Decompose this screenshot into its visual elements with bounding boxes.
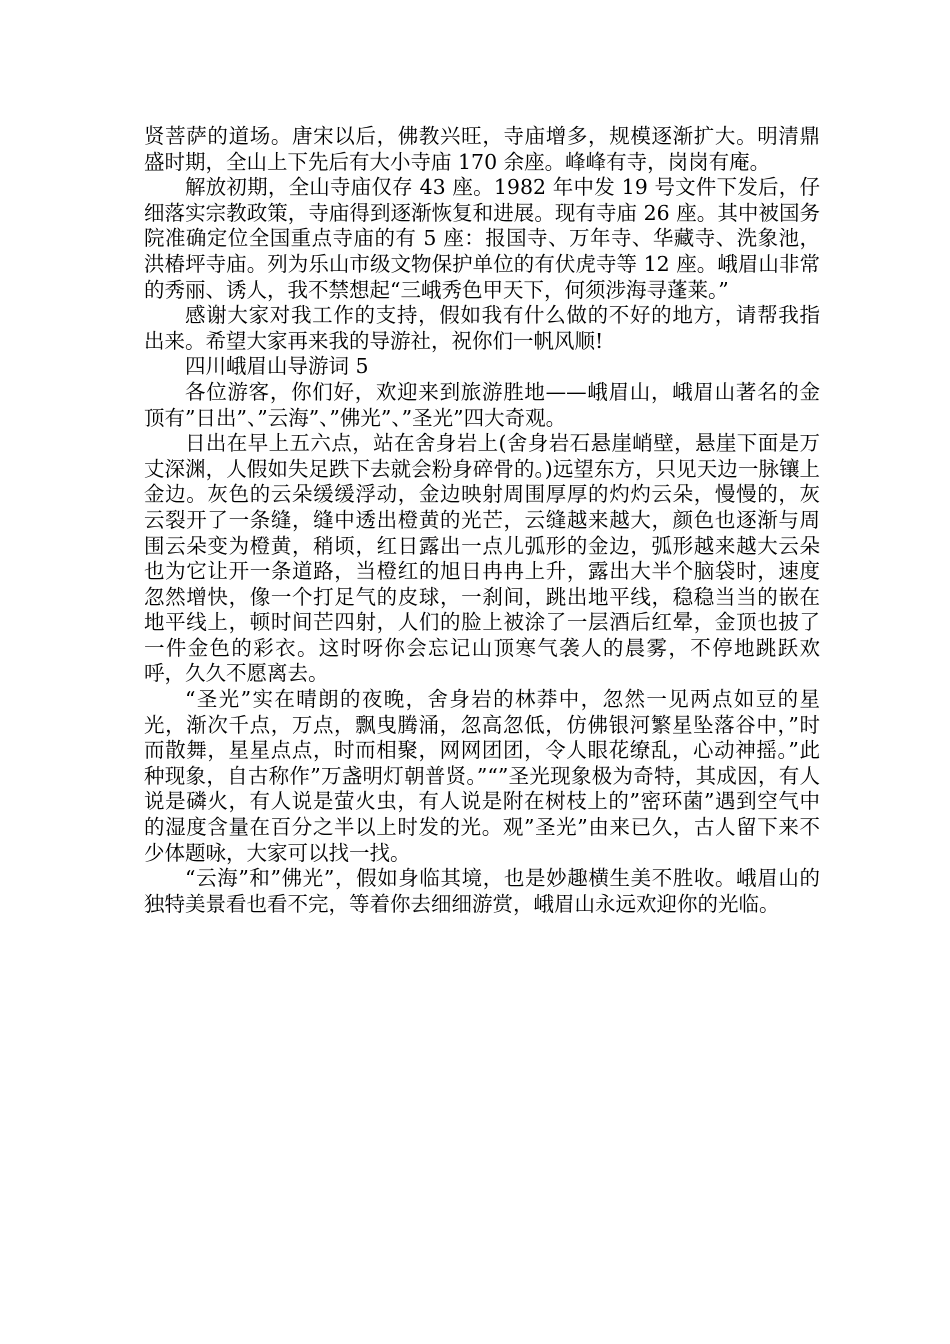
paragraph-sea-of-clouds: “云海”和”佛光”，假如身临其境，也是妙趣横生美不胜收。峨眉山的独特美景看也看不完，等着你去细细游赏，峨眉山永远欢迎你的光临。 — [144, 866, 820, 916]
paragraph-welcome: 各位游客，你们好，欢迎来到旅游胜地——峨眉山，峨眉山著名的金顶有”日出”、”云海”、”佛光”、”圣光”四大奇观。 — [144, 379, 820, 430]
document-body — [144, 124, 820, 917]
paragraph-temple-restoration: 解放初期，全山寺庙仅存 43 座。1982 年中发 19 号文件下发后，仔细落实宗教政策，寺庙得到逐渐恢复和进展。现有寺庙 26 座。其中被国务院准确定位全国重点寺庙的有 5 座：报国寺、万年寺、华藏寺、洗象池，洪椿坪寺庙。列为乐山市级文物保护单位的有伏虎寺等 12 座。峨眉山非常的秀丽、诱人，我不禁想起“三峨秀色甲天下，何须涉海寻蓬莱。” — [144, 175, 820, 302]
section-heading: 四川峨眉山导游词 5 — [185, 354, 369, 379]
paragraph-temple-history: 贤菩萨的道场。唐宋以后，佛教兴旺，寺庙增多，规模逐渐扩大。明清鼎盛时期，全山上下先后有大小寺庙 170 余座。峰峰有寺，岗岗有庵。 — [144, 124, 820, 174]
paragraph-closing-thanks: 感谢大家对我工作的支持，假如我有什么做的不好的地方，请帮我指出来。希望大家再来我的导游社，祝你们一帆风顺! — [144, 303, 820, 353]
paragraph-holy-light: “圣光”实在晴朗的夜晚，舍身岩的林莽中，忽然一见两点如豆的星光，渐次千点，万点，飘曳腾涌，忽高忽低，仿佛银河繁星坠落谷中，”时而散舞，星星点点，时而相聚，网网团团，令人眼花缭乱，心动神摇。”此种现象，自古称作”万盏明灯朝普贤。”“”圣光现象极为奇特，其成因，有人说是磷火，有人说是萤火虫，有人说是附在树枝上的”密环菌”遇到空气中的湿度含量在百分之半以上时发的光。观”圣光”由来已久，古人留下来不少体题咏，大家可以找一找。 — [144, 687, 820, 865]
paragraph-sunrise: 日出在早上五六点，站在舍身岩上(舍身岩石悬崖峭壁，悬崖下面是万丈深渊，人假如失足跌下去就会粉身碎骨的。)远望东方，只见天边一脉镶上金边。灰色的云朵缓缓浮动，金边映射周围厚厚的灼灼云朵，慢慢的，灰云裂开了一条缝，缝中透出橙黄的光芒，云缝越来越大，颜色也逐渐与周围云朵变为橙黄，稍顷，红日露出一点儿弧形的金边，弧形越来越大云朵也为它让开一条道路，当橙红的旭日冉冉上升，露出大半个脑袋时，速度忽然增快，像一个打足气的皮球，一刹间，跳出地平线，稳稳当当的嵌在地平线上，顿时间芒四射，人们的脸上被涂了一层酒后红晕，金顶也披了一件金色的彩衣。这时呀你会忘记山顶寒气袭人的晨雾，不停地跳跃欢呼，久久不愿离去。 — [144, 431, 820, 686]
